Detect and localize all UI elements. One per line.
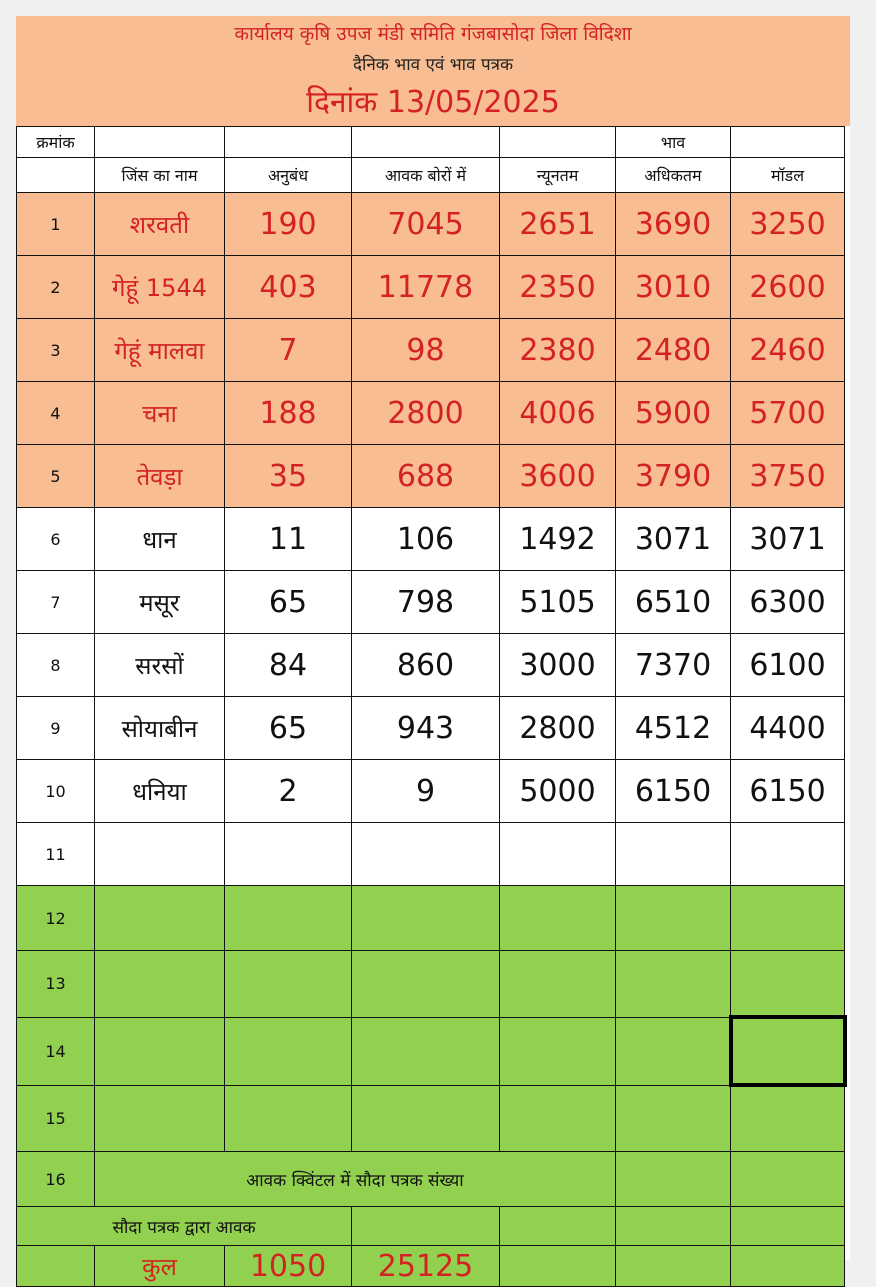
empty-cell[interactable] xyxy=(95,951,225,1018)
total-label[interactable]: कुल xyxy=(95,1246,225,1287)
empty-row xyxy=(17,886,845,951)
max-price-cell[interactable]: 2480 xyxy=(616,319,731,382)
anubandh-cell[interactable]: 403 xyxy=(225,256,352,319)
column-header-commodity[interactable]: जिंस का नाम xyxy=(95,158,225,193)
model-price-cell[interactable]: 2460 xyxy=(731,319,845,382)
empty-cell[interactable] xyxy=(616,1017,731,1085)
serial-cell[interactable]: 9 xyxy=(17,697,95,760)
aavak-cell[interactable]: 688 xyxy=(352,445,500,508)
empty-cell[interactable] xyxy=(225,886,352,951)
serial-cell[interactable]: 8 xyxy=(17,634,95,697)
min-price-cell[interactable]: 2380 xyxy=(500,319,616,382)
table-row xyxy=(17,193,845,256)
empty-cell[interactable] xyxy=(352,1207,500,1246)
max-price-cell[interactable]: 3010 xyxy=(616,256,731,319)
table-row xyxy=(17,508,845,571)
column-header-anubandh[interactable]: अनुबंध xyxy=(225,158,352,193)
model-price-cell[interactable]: 5700 xyxy=(731,382,845,445)
empty-cell[interactable] xyxy=(731,1246,845,1287)
empty-cell[interactable] xyxy=(500,951,616,1018)
max-price-cell[interactable]: 4512 xyxy=(616,697,731,760)
serial-cell[interactable]: 4 xyxy=(17,382,95,445)
aavak-cell[interactable]: 9 xyxy=(352,760,500,823)
header-row-top xyxy=(17,127,845,158)
table-row xyxy=(17,256,845,319)
empty-cell[interactable] xyxy=(500,1246,616,1287)
commodity-name-cell[interactable]: धनिया xyxy=(95,760,225,823)
anubandh-cell[interactable]: 65 xyxy=(225,571,352,634)
empty-row xyxy=(17,823,845,886)
aavak-cell[interactable]: 106 xyxy=(352,508,500,571)
serial-cell[interactable]: 3 xyxy=(17,319,95,382)
aavak-cell[interactable]: 7045 xyxy=(352,193,500,256)
max-price-cell[interactable]: 6150 xyxy=(616,760,731,823)
max-price-cell[interactable]: 6510 xyxy=(616,571,731,634)
anubandh-cell[interactable]: 11 xyxy=(225,508,352,571)
column-header-max[interactable]: अधिकतम xyxy=(616,158,731,193)
table-row xyxy=(17,319,845,382)
serial-cell[interactable]: 7 xyxy=(17,571,95,634)
serial-cell[interactable]: 6 xyxy=(17,508,95,571)
aavak-cell[interactable]: 11778 xyxy=(352,256,500,319)
empty-cell[interactable] xyxy=(616,951,731,1018)
min-price-cell[interactable]: 1492 xyxy=(500,508,616,571)
anubandh-cell[interactable]: 188 xyxy=(225,382,352,445)
table-row xyxy=(17,382,845,445)
serial-cell[interactable]: 12 xyxy=(17,886,95,951)
min-price-cell[interactable]: 2651 xyxy=(500,193,616,256)
price-table xyxy=(16,126,847,1287)
min-price-cell[interactable]: 2350 xyxy=(500,256,616,319)
min-price-cell[interactable]: 3000 xyxy=(500,634,616,697)
empty-cell[interactable] xyxy=(500,1085,616,1152)
anubandh-cell[interactable]: 65 xyxy=(225,697,352,760)
empty-cell[interactable] xyxy=(500,886,616,951)
empty-cell[interactable] xyxy=(731,1085,845,1152)
model-price-cell[interactable]: 3750 xyxy=(731,445,845,508)
header-cell[interactable] xyxy=(500,127,616,158)
min-price-cell[interactable]: 3600 xyxy=(500,445,616,508)
empty-cell[interactable] xyxy=(95,1017,225,1085)
empty-row xyxy=(17,1017,845,1085)
header-cell[interactable] xyxy=(731,127,845,158)
max-price-cell[interactable]: 3790 xyxy=(616,445,731,508)
header-cell[interactable] xyxy=(95,127,225,158)
commodity-name-cell[interactable]: सरसों xyxy=(95,634,225,697)
aavak-cell[interactable]: 860 xyxy=(352,634,500,697)
report-header xyxy=(16,16,850,126)
total-row xyxy=(17,1246,845,1287)
empty-cell[interactable] xyxy=(95,1085,225,1152)
sauda-aavak-row xyxy=(17,1207,845,1246)
model-price-cell[interactable]: 6100 xyxy=(731,634,845,697)
model-price-cell[interactable]: 2600 xyxy=(731,256,845,319)
serial-cell[interactable]: 14 xyxy=(17,1017,95,1085)
total-anubandh[interactable]: 1050 xyxy=(225,1246,352,1287)
anubandh-cell[interactable]: 2 xyxy=(225,760,352,823)
commodity-name-cell[interactable]: धान xyxy=(95,508,225,571)
empty-cell[interactable] xyxy=(225,823,352,886)
commodity-name-cell[interactable]: मसूर xyxy=(95,571,225,634)
empty-cell[interactable] xyxy=(17,1246,95,1287)
serial-cell[interactable]: 15 xyxy=(17,1085,95,1152)
empty-cell[interactable] xyxy=(225,1085,352,1152)
sauda-count-label[interactable]: आवक क्विंटल में सौदा पत्रक संख्या xyxy=(95,1152,616,1207)
min-price-cell[interactable]: 5000 xyxy=(500,760,616,823)
empty-cell[interactable] xyxy=(352,951,500,1018)
header-cell[interactable] xyxy=(17,158,95,193)
aavak-cell[interactable]: 943 xyxy=(352,697,500,760)
header-row-columns xyxy=(17,158,845,193)
empty-cell[interactable] xyxy=(352,1017,500,1085)
empty-cell[interactable] xyxy=(225,951,352,1018)
empty-cell[interactable] xyxy=(352,1085,500,1152)
serial-header[interactable]: क्रमांक xyxy=(17,127,95,158)
sauda-count-row xyxy=(17,1152,845,1207)
header-cell[interactable] xyxy=(225,127,352,158)
min-price-cell[interactable]: 4006 xyxy=(500,382,616,445)
empty-cell[interactable] xyxy=(731,886,845,951)
table-row xyxy=(17,571,845,634)
empty-cell[interactable] xyxy=(616,1207,731,1246)
max-price-cell[interactable]: 5900 xyxy=(616,382,731,445)
empty-row xyxy=(17,1085,845,1152)
serial-cell[interactable]: 2 xyxy=(17,256,95,319)
header-cell[interactable] xyxy=(352,127,500,158)
model-price-cell[interactable]: 6150 xyxy=(731,760,845,823)
commodity-name-cell[interactable]: शरवती xyxy=(95,193,225,256)
commodity-name-cell[interactable]: तेवड़ा xyxy=(95,445,225,508)
empty-cell[interactable] xyxy=(500,1207,616,1246)
serial-cell[interactable]: 10 xyxy=(17,760,95,823)
column-header-model[interactable]: मॉडल xyxy=(731,158,845,193)
max-price-cell[interactable]: 3690 xyxy=(616,193,731,256)
selected-cell[interactable] xyxy=(731,1017,845,1085)
anubandh-cell[interactable]: 7 xyxy=(225,319,352,382)
empty-cell[interactable] xyxy=(95,823,225,886)
empty-cell[interactable] xyxy=(731,1152,845,1207)
commodity-name-cell[interactable]: गेहूं मालवा xyxy=(95,319,225,382)
empty-cell[interactable] xyxy=(731,951,845,1018)
empty-cell[interactable] xyxy=(616,1085,731,1152)
serial-cell[interactable]: 1 xyxy=(17,193,95,256)
aavak-cell[interactable]: 98 xyxy=(352,319,500,382)
table-row xyxy=(17,697,845,760)
serial-cell[interactable]: 13 xyxy=(17,951,95,1018)
min-price-cell[interactable]: 5105 xyxy=(500,571,616,634)
serial-cell[interactable]: 16 xyxy=(17,1152,95,1207)
empty-cell[interactable] xyxy=(616,823,731,886)
serial-cell[interactable]: 11 xyxy=(17,823,95,886)
aavak-cell[interactable]: 798 xyxy=(352,571,500,634)
empty-cell[interactable] xyxy=(731,1207,845,1246)
empty-cell[interactable] xyxy=(616,1246,731,1287)
empty-cell[interactable] xyxy=(500,1017,616,1085)
aavak-cell[interactable]: 2800 xyxy=(352,382,500,445)
min-price-cell[interactable]: 2800 xyxy=(500,697,616,760)
empty-cell[interactable] xyxy=(352,886,500,951)
max-price-cell[interactable]: 3071 xyxy=(616,508,731,571)
anubandh-cell[interactable]: 84 xyxy=(225,634,352,697)
max-price-cell[interactable]: 7370 xyxy=(616,634,731,697)
empty-cell[interactable] xyxy=(225,1017,352,1085)
report-date: दिनांक 13/05/2025 xyxy=(306,85,560,120)
report-subtitle: दैनिक भाव एवं भाव पत्रक xyxy=(352,55,514,75)
anubandh-cell[interactable]: 35 xyxy=(225,445,352,508)
empty-row xyxy=(17,951,845,1018)
model-price-cell[interactable]: 4400 xyxy=(731,697,845,760)
sauda-aavak-label[interactable]: सौदा पत्रक द्वारा आवक xyxy=(17,1207,352,1246)
price-group-header[interactable]: भाव xyxy=(616,127,731,158)
office-title: कार्यालय कृषि उपज मंडी समिति गंजबासोदा जिला विदिशा xyxy=(234,23,632,45)
total-aavak[interactable]: 25125 xyxy=(352,1246,500,1287)
column-header-aavak[interactable]: आवक बोरों में xyxy=(352,158,500,193)
table-row xyxy=(17,760,845,823)
model-price-cell[interactable]: 6300 xyxy=(731,571,845,634)
model-price-cell[interactable]: 3250 xyxy=(731,193,845,256)
empty-cell[interactable] xyxy=(616,886,731,951)
column-header-min[interactable]: न्यूनतम xyxy=(500,158,616,193)
table-row xyxy=(17,445,845,508)
empty-cell[interactable] xyxy=(616,1152,731,1207)
empty-cell[interactable] xyxy=(95,886,225,951)
anubandh-cell[interactable]: 190 xyxy=(225,193,352,256)
table-row xyxy=(17,634,845,697)
empty-cell[interactable] xyxy=(731,823,845,886)
empty-cell[interactable] xyxy=(500,823,616,886)
serial-cell[interactable]: 5 xyxy=(17,445,95,508)
commodity-name-cell[interactable]: सोयाबीन xyxy=(95,697,225,760)
commodity-name-cell[interactable]: चना xyxy=(95,382,225,445)
empty-cell[interactable] xyxy=(352,823,500,886)
commodity-name-cell[interactable]: गेहूं 1544 xyxy=(95,256,225,319)
model-price-cell[interactable]: 3071 xyxy=(731,508,845,571)
